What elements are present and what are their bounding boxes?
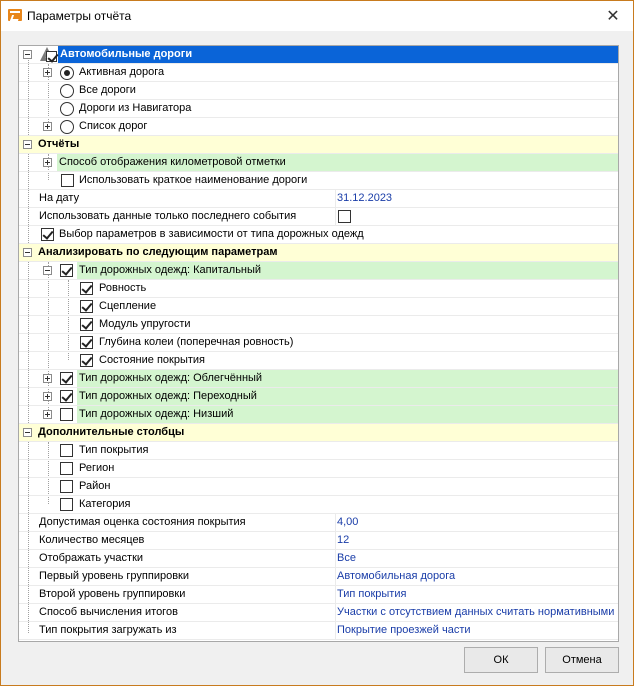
date-row[interactable] — [19, 190, 618, 208]
date-value[interactable]: 31.12.2023 — [337, 192, 393, 204]
row-label: Состояние покрытия — [99, 354, 205, 366]
prop-value[interactable]: Участки с отсутствием данных считать нормативными — [337, 606, 615, 618]
row-label: Способ отображения километровой отметки — [59, 156, 286, 168]
capital-param-row[interactable] — [19, 316, 618, 334]
category-reports[interactable] — [19, 136, 618, 154]
column-separator — [335, 586, 336, 603]
road-option-active[interactable] — [19, 64, 618, 82]
prop-label: Количество месяцев — [39, 534, 145, 546]
prop-label: Отображать участки — [39, 552, 144, 564]
prop-label: Тип покрытия загружать из — [39, 624, 177, 636]
prop-label: Второй уровень группировки — [39, 588, 186, 600]
capital-param-row[interactable] — [19, 280, 618, 298]
capital-param-row[interactable] — [19, 298, 618, 316]
transition-type-checkbox[interactable] — [60, 390, 73, 403]
prop-row[interactable] — [19, 550, 618, 568]
extra-column-row[interactable] — [19, 460, 618, 478]
category-roads[interactable] — [19, 46, 618, 64]
capital-type-row[interactable] — [19, 262, 618, 280]
column-separator — [335, 190, 336, 207]
row-label: Сцепление — [99, 300, 157, 312]
param-checkbox[interactable] — [80, 336, 93, 349]
capital-param-row[interactable] — [19, 334, 618, 352]
option-label: Все дороги — [79, 84, 136, 96]
collapse-icon[interactable] — [23, 140, 32, 149]
row-label: Тип дорожных одежд: Капитальный — [79, 264, 262, 276]
roads-checkbox[interactable] — [46, 51, 57, 62]
param-choice-checkbox[interactable] — [41, 228, 54, 241]
collapse-icon[interactable] — [23, 50, 32, 59]
row-label: Категория — [79, 498, 131, 510]
category-label: Автомобильные дороги — [60, 48, 193, 60]
transition-type-row[interactable] — [19, 388, 618, 406]
road-option-all[interactable] — [19, 82, 618, 100]
close-button[interactable]: ✕ — [606, 6, 620, 25]
window-title: Параметры отчёта — [27, 9, 132, 23]
prop-label: Способ вычисления итогов — [39, 606, 178, 618]
row-label: Район — [79, 480, 111, 492]
option-label: Дороги из Навигатора — [79, 102, 192, 114]
road-option-list[interactable] — [19, 118, 618, 136]
expand-icon[interactable] — [43, 410, 52, 419]
capital-type-checkbox[interactable] — [60, 264, 73, 277]
extra-column-row[interactable] — [19, 496, 618, 514]
prop-label: Первый уровень группировки — [39, 570, 190, 582]
capital-param-row[interactable] — [19, 352, 618, 370]
property-grid — [18, 45, 619, 642]
prop-value[interactable]: Автомобильная дорога — [337, 570, 456, 582]
row-label: Ровность — [99, 282, 147, 294]
category-extra-columns[interactable] — [19, 424, 618, 442]
expand-icon[interactable] — [43, 392, 52, 401]
column-separator — [335, 208, 336, 225]
prop-row[interactable] — [19, 532, 618, 550]
radio-all-roads[interactable] — [60, 84, 74, 98]
collapse-icon[interactable] — [23, 248, 32, 257]
cancel-button[interactable]: Отмена — [545, 647, 619, 673]
expand-icon[interactable] — [43, 122, 52, 131]
km-display-row[interactable] — [19, 154, 618, 172]
expand-icon[interactable] — [43, 158, 52, 167]
expand-icon[interactable] — [43, 374, 52, 383]
param-checkbox[interactable] — [80, 354, 93, 367]
row-label: На дату — [39, 192, 80, 204]
row-label: Регион — [79, 462, 115, 474]
prop-value[interactable]: 4,00 — [337, 516, 359, 528]
category-analyze[interactable] — [19, 244, 618, 262]
column-separator — [335, 532, 336, 549]
row-label: Использовать данные только последнего события — [39, 210, 297, 222]
expand-icon[interactable] — [43, 68, 52, 77]
prop-value[interactable]: Тип покрытия — [337, 588, 407, 600]
prop-row[interactable] — [19, 604, 618, 622]
param-checkbox[interactable] — [80, 318, 93, 331]
extra-column-checkbox[interactable] — [60, 498, 73, 511]
column-separator — [335, 568, 336, 585]
row-label: Тип дорожных одежд: Облегчённый — [79, 372, 263, 384]
category-label: Анализировать по следующим параметрам — [38, 246, 278, 258]
extra-column-row[interactable] — [19, 442, 618, 460]
row-label: Тип дорожных одежд: Переходный — [79, 390, 257, 402]
option-label: Активная дорога — [79, 66, 165, 78]
short-name-row[interactable] — [19, 172, 618, 190]
radio-navigator-roads[interactable] — [60, 102, 74, 116]
last-event-row[interactable] — [19, 208, 618, 226]
prop-value[interactable]: Все — [337, 552, 356, 564]
param-choice-row[interactable] — [19, 226, 618, 244]
row-label: Использовать краткое наименование дороги — [79, 174, 308, 186]
light-type-row[interactable] — [19, 370, 618, 388]
light-type-checkbox[interactable] — [60, 372, 73, 385]
radio-active-road[interactable] — [60, 66, 74, 80]
row-label: Выбор параметров в зависимости от типа дорожных одежд — [59, 228, 364, 240]
row-label: Глубина колеи (поперечная ровность) — [99, 336, 294, 348]
category-label: Дополнительные столбцы — [38, 426, 185, 438]
row-label: Модуль упругости — [99, 318, 191, 330]
extra-column-checkbox[interactable] — [60, 480, 73, 493]
title-bar — [1, 1, 633, 31]
column-separator — [335, 514, 336, 531]
last-event-checkbox[interactable] — [338, 210, 351, 223]
low-type-checkbox[interactable] — [60, 408, 73, 421]
extra-column-checkbox[interactable] — [60, 444, 73, 457]
low-type-row[interactable] — [19, 406, 618, 424]
short-name-checkbox[interactable] — [61, 174, 74, 187]
category-label: Отчёты — [38, 138, 80, 150]
road-option-navigator[interactable] — [19, 100, 618, 118]
column-separator — [335, 550, 336, 567]
column-separator — [335, 622, 336, 639]
prop-value[interactable]: Покрытие проезжей части — [337, 624, 471, 636]
prop-label: Допустимая оценка состояния покрытия — [39, 516, 246, 528]
ok-button[interactable]: ОК — [464, 647, 538, 673]
prop-row[interactable] — [19, 586, 618, 604]
extra-column-checkbox[interactable] — [60, 462, 73, 475]
row-label: Тип дорожных одежд: Низший — [79, 408, 234, 420]
radio-road-list[interactable] — [60, 120, 74, 134]
prop-value[interactable]: 12 — [337, 534, 350, 546]
collapse-icon[interactable] — [43, 266, 52, 275]
row-label: Тип покрытия — [79, 444, 149, 456]
prop-row[interactable] — [19, 568, 618, 586]
param-checkbox[interactable] — [80, 300, 93, 313]
prop-row[interactable] — [19, 622, 618, 640]
extra-column-row[interactable] — [19, 478, 618, 496]
option-label: Список дорог — [79, 120, 148, 132]
prop-row[interactable] — [19, 514, 618, 532]
param-checkbox[interactable] — [80, 282, 93, 295]
column-separator — [335, 604, 336, 621]
collapse-icon[interactable] — [23, 428, 32, 437]
app-icon — [8, 9, 22, 21]
